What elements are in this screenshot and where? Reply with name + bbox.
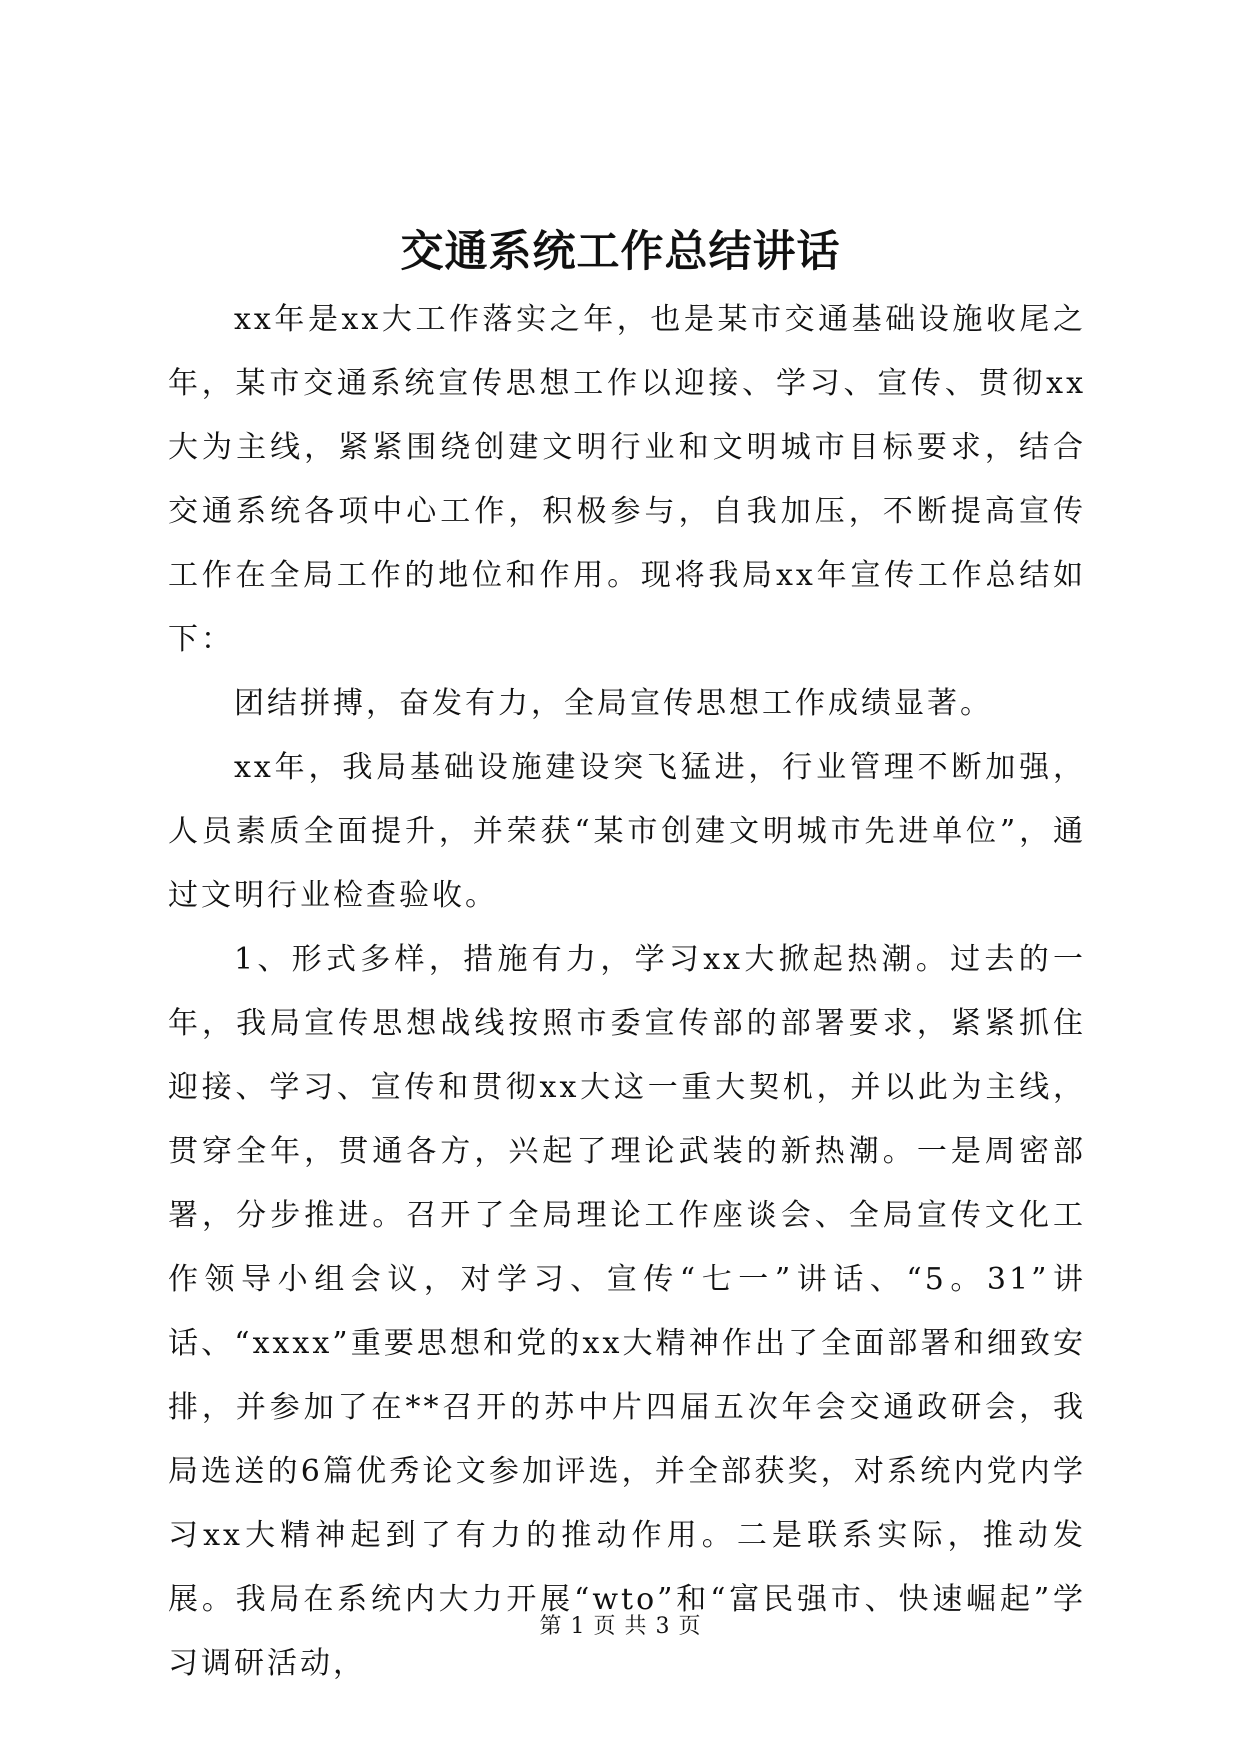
paragraph-achievements: xx年，我局基础设施建设突飞猛进，行业管理不断加强，人员素质全面提升，并荣获“某市创建文明城市先进单位”，通过文明行业检查验收。 [168, 750, 1086, 913]
document-title: 交通系统工作总结讲话 [400, 227, 841, 277]
page-number: 第 1 页 共 3 页 [539, 1614, 702, 1639]
paragraph-heading: 团结拼搏，奋发有力，全局宣传思想工作成绩显著。 [234, 686, 993, 721]
document-body [168, 288, 1086, 1696]
paragraph-section-1: 1、形式多样，措施有力，学习xx大掀起热潮。过去的一年，我局宣传思想战线按照市委宣传部的部署要求，紧紧抓住迎接、学习、宣传和贯彻xx大这一重大契机，并以此为主线，贯穿全年，贯通各方，兴起了理论武装的新热潮。一是周密部署，分步推进。召开了全局理论工作座谈会、全局宣传文化工作领导小组会议，对学习、宣传“七一”讲话、“5。31”讲话、“xxxx”重要思想和党的xx大精神作出了全面部署和细致安排，并参加了在**召开的苏中片四届五次年会交通政研会，我局选送的6篇优秀论文参加评选，并全部获奖，对系统内党内学习xx大精神起到了有力的推动作用。二是联系实际，推动发展。我局在系统内大力开展“wto”和“富民强市、快速崛起”学习调研活动， [168, 942, 1086, 1681]
paragraph-intro: xx年是xx大工作落实之年，也是某市交通基础设施收尾之年，某市交通系统宣传思想工作以迎接、学习、宣传、贯彻xx大为主线，紧紧围绕创建文明行业和文明城市目标要求，结合交通系统各项中心工作，积极参与，自我加压，不断提高宣传工作在全局工作的地位和作用。现将我局xx年宣传工作总结如下： [168, 302, 1086, 657]
